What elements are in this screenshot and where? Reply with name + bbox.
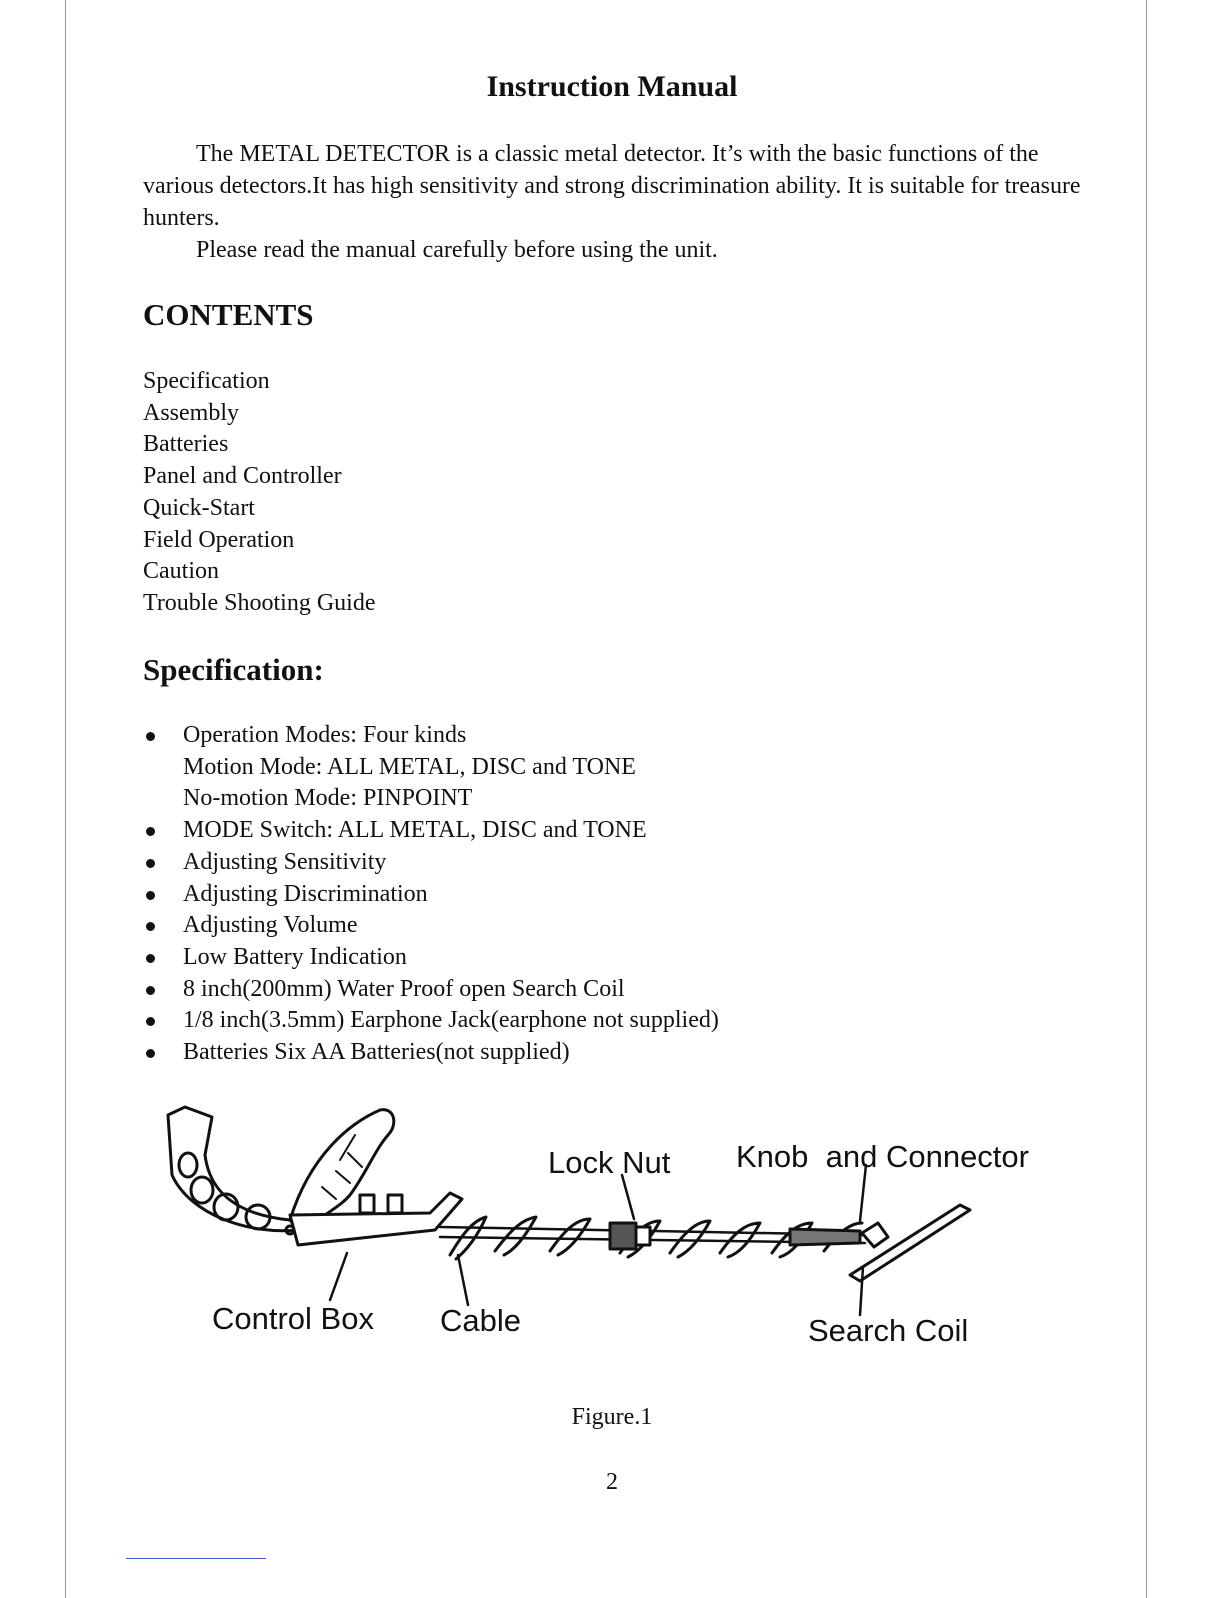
spec-subitem: Motion Mode: ALL METAL, DISC and TONE: [183, 753, 636, 780]
spec-item: MODE Switch: ALL METAL, DISC and TONE: [143, 815, 719, 847]
search-coil-shape: [850, 1205, 970, 1281]
figure-caption: Figure.1: [571, 1404, 653, 1430]
label-search-coil: Search Coil: [808, 1313, 969, 1348]
spec-item: 8 inch(200mm) Water Proof open Search Coil: [143, 974, 719, 1006]
specification-list: [143, 720, 719, 1069]
contents-heading: CONTENTS: [143, 297, 314, 332]
intro-section: [143, 138, 1083, 266]
contents-item: Assembly: [143, 399, 239, 426]
spec-item: Low Battery Indication: [143, 942, 719, 974]
contents-item: Caution: [143, 558, 219, 585]
label-lock-nut: Lock Nut: [548, 1145, 671, 1180]
page-title: Instruction Manual: [486, 70, 738, 103]
spec-item: Adjusting Sensitivity: [143, 847, 719, 879]
spec-item: Adjusting Discrimination: [143, 879, 719, 911]
contents-item: Batteries: [143, 431, 229, 458]
spec-item: Batteries Six AA Batteries(not supplied): [143, 1037, 719, 1069]
contents-item: Quick-Start: [143, 494, 255, 521]
intro-note: Please read the manual carefully before using the unit.: [196, 237, 718, 263]
contents-item: Trouble Shooting Guide: [143, 589, 376, 616]
contents-item: Panel and Controller: [143, 463, 342, 490]
spec-item: Operation Modes: Four kinds: [143, 720, 719, 752]
specification-heading: Specification:: [143, 652, 324, 687]
metal-detector-diagram: [150, 1095, 1070, 1365]
spec-item: 1/8 inch(3.5mm) Earphone Jack(earphone not supplied): [143, 1005, 719, 1037]
intro-paragraph: The METAL DETECTOR is a classic metal detector. It’s with the basic functions of the various detectors.It has high sensitivity and strong discrimination ability. It is suitable for treasure hunters.: [143, 141, 1081, 231]
spec-item: Adjusting Volume: [143, 910, 719, 942]
label-knob-connector: Knob and Connector: [736, 1139, 1029, 1174]
handle-grip: [290, 1110, 394, 1227]
contents-item: Specification: [143, 368, 270, 394]
label-control-box: Control Box: [212, 1301, 374, 1336]
page-number: 2: [606, 1469, 618, 1495]
contents-list: [143, 366, 375, 620]
lock-nut-shape: [610, 1223, 636, 1249]
footnote-separator: [126, 1558, 266, 1559]
spec-subitem: No-motion Mode: PINPOINT: [183, 785, 473, 812]
label-cable: Cable: [440, 1303, 521, 1338]
contents-item: Field Operation: [143, 526, 295, 553]
armrest: [168, 1107, 298, 1231]
